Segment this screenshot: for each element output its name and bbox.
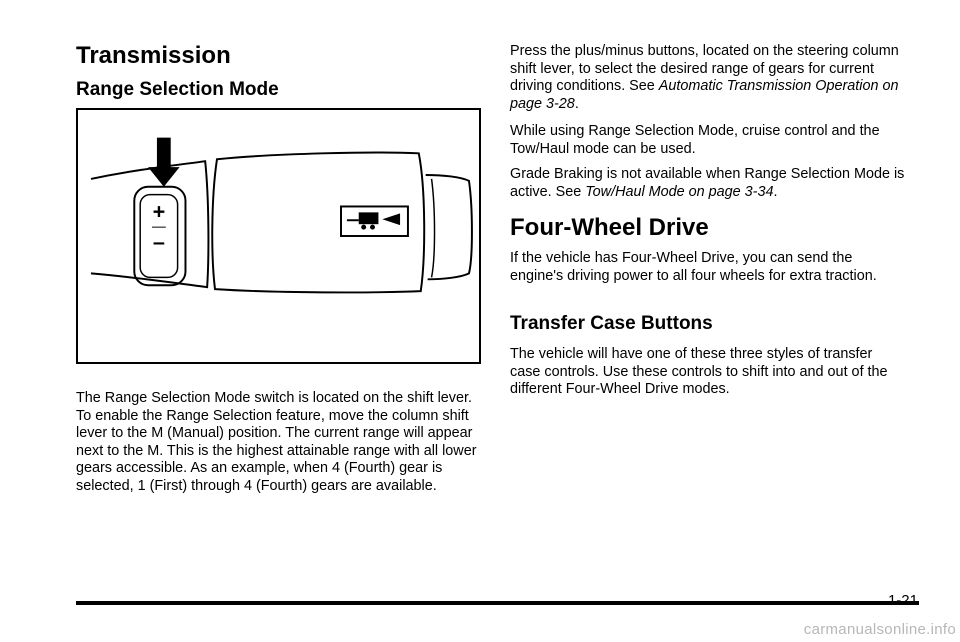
page-number: 1-21 [887, 592, 918, 609]
section-title: Transmission [76, 42, 231, 69]
down-arrow-icon [148, 138, 180, 187]
tow-haul-icon [347, 212, 400, 229]
grade-braking-text: Grade Braking is not available when Range Selection Mode is active. See [510, 166, 905, 200]
minus-symbol: – [152, 228, 165, 254]
transfer-case-heading: Transfer Case Buttons [510, 313, 713, 334]
shift-lever-figure [76, 108, 481, 364]
automatic-transmission-reference: Automatic Transmission Operation on page 3-28 [510, 78, 899, 112]
plus-minus-period: . [574, 95, 579, 112]
four-wheel-drive-paragraph: If the vehicle has Four-Wheel Drive, you can send the engine's driving power to all four wheels for extra traction. [510, 250, 877, 284]
plus-minus-paragraph [510, 43, 905, 113]
lever-right-inner [432, 179, 435, 277]
range-selection-description: The Range Selection Mode switch is located on the shift lever. To enable the Range Selection feature, move the column shift lever to the M (Manual) position. The current range will appear next to the M. This is the highest attainable range with all lower gears accessible. As an example, when 4 (Fourth) gear is selected, 1 (First) through 4 (Fourth) gears are available. [76, 390, 477, 494]
grade-braking-period: . [773, 183, 778, 200]
plus-minus-text: Press the plus/minus buttons, located on the steering column shift lever, to select the desired range of gears for current driving conditions. See [510, 43, 899, 94]
lever-left-segment [91, 161, 208, 287]
tow-haul-reference: Tow/Haul Mode on page 3-34 [585, 183, 774, 200]
four-wheel-drive-heading: Four-Wheel Drive [510, 214, 709, 241]
grade-braking-paragraph [510, 166, 905, 201]
shift-lever-illustration [78, 110, 479, 362]
subsection-title: Range Selection Mode [76, 79, 279, 100]
cruise-control-paragraph: While using Range Selection Mode, cruise control and the Tow/Haul mode can be used. [510, 123, 880, 157]
watermark: carmanualsonline.info [803, 621, 956, 638]
plus-symbol: + [152, 198, 166, 224]
footer-rule [76, 601, 919, 605]
transfer-case-paragraph: The vehicle will have one of these three styles of transfer case controls. Use these controls to shift into and out of the different Four-Wheel Drive modes. [510, 346, 888, 397]
